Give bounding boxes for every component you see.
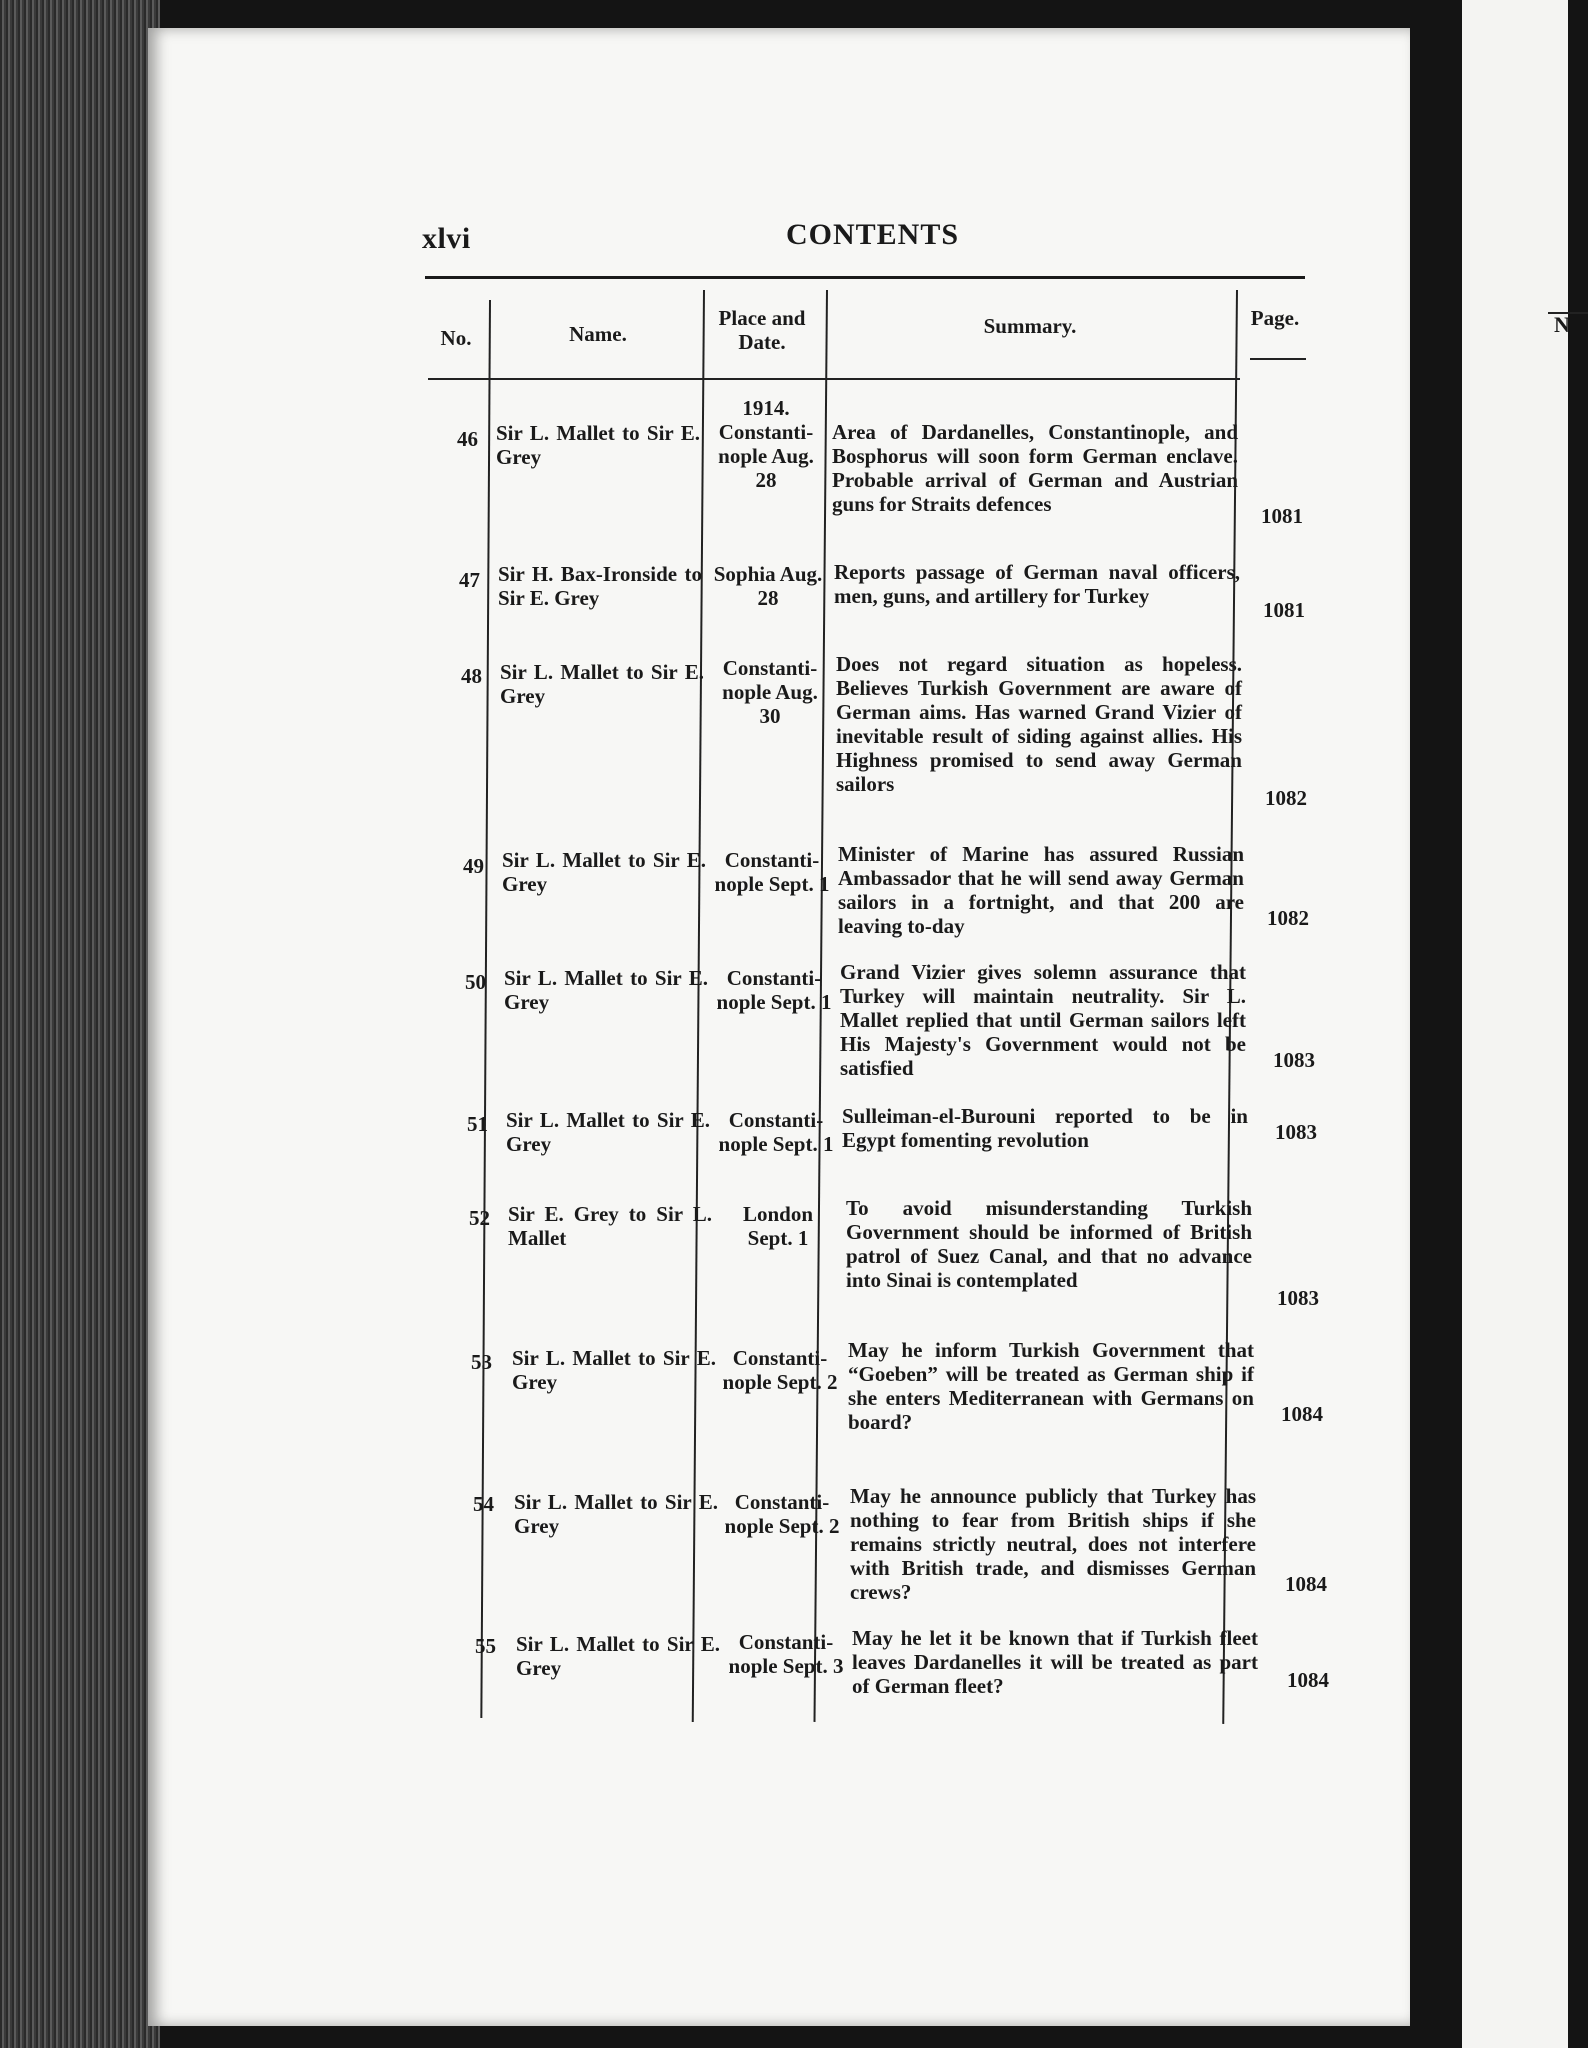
- facing-page-fragment: N: [1554, 312, 1570, 337]
- entry-page: 1081: [1263, 598, 1305, 622]
- entry-number: 52: [469, 1206, 490, 1230]
- running-head: CONTENTS: [786, 218, 960, 251]
- entry-place-date: London Sept. 1: [742, 1202, 814, 1250]
- entry-summary: May he let it be known that if Turkish fleet leaves Dardanelles it will be treated as part of German fleet?: [852, 1626, 1258, 1698]
- entry-page: 1084: [1285, 1572, 1327, 1596]
- header-bottom-rule: [428, 378, 1240, 380]
- entry-page: 1083: [1277, 1286, 1319, 1310]
- entry-name: Sir E. Grey to Sir L. Mallet: [508, 1202, 712, 1250]
- entry-summary: May he announce publicly that Turkey has nothing to fear from British ships if she remains strictly neutral, does not interfere with British trade, and dismisses German crews?: [850, 1484, 1256, 1604]
- entry-number: 54: [473, 1492, 494, 1516]
- entry-number: 51: [467, 1112, 488, 1136]
- entry-page: 1082: [1265, 786, 1307, 810]
- entry-place-date: Sophia Aug. 28: [713, 562, 823, 610]
- column-head-no: No.: [440, 326, 472, 350]
- entry-page: 1081: [1261, 504, 1303, 528]
- entry-summary: Grand Vizier gives solemn assurance that Turkey will maintain neutrality. Sir L. Mallet replied that until German sailors left His Majesty's Government would not be satisfied: [840, 960, 1246, 1080]
- entry-name: Sir L. Mallet to Sir E. Grey: [514, 1490, 718, 1538]
- entry-page: 1084: [1281, 1402, 1323, 1426]
- entry-page: 1082: [1267, 906, 1309, 930]
- facing-page: [1462, 0, 1568, 2048]
- header-bottom-rule-page: [1250, 358, 1306, 360]
- entry-number: 50: [465, 970, 486, 994]
- entry-page: 1083: [1275, 1120, 1317, 1144]
- entry-name: Sir L. Mallet to Sir E. Grey: [506, 1108, 710, 1156]
- entry-name: Sir L. Mallet to Sir E. Grey: [496, 421, 700, 469]
- column-head-summary: Summary.: [983, 314, 1077, 338]
- entry-name: Sir L. Mallet to Sir E. Grey: [512, 1346, 716, 1394]
- page-folio: xlvi: [422, 222, 471, 255]
- entry-summary: Reports passage of German naval officers, men, guns, and artillery for Turkey: [834, 560, 1240, 608]
- entry-place-date: Constanti-nople Sept. 1: [714, 848, 830, 896]
- entry-page: 1084: [1287, 1668, 1329, 1692]
- entry-name: Sir L. Mallet to Sir E. Grey: [516, 1632, 720, 1680]
- entry-number: 49: [463, 854, 484, 878]
- entry-summary: Area of Dardanelles, Constantinople, and Bosphorus will soon form German enclave. Probable arrival of German and Austrian guns for Straits defences: [832, 420, 1238, 516]
- entry-place-date: Constanti-nople Aug. 28: [718, 420, 814, 492]
- entry-number: 48: [461, 664, 482, 688]
- entry-name: Sir L. Mallet to Sir E. Grey: [500, 660, 704, 708]
- entry-place-date: Constanti-nople Sept. 1: [718, 1108, 834, 1156]
- column-head-name: Name.: [569, 322, 627, 346]
- entry-place-date: Constanti-nople Sept. 2: [722, 1346, 838, 1394]
- entry-place-date: Constanti-nople Aug. 30: [722, 656, 818, 728]
- book-page-edges: [0, 0, 160, 2048]
- entry-summary: Minister of Marine has assured Russian Ambassador that he will send away German sailors in a fortnight, and that 200 are leaving to-day: [838, 842, 1244, 938]
- entry-number: 55: [475, 1634, 496, 1658]
- entry-place-date: Constanti-nople Sept. 1: [716, 966, 832, 1014]
- entry-number: 47: [459, 568, 480, 592]
- entry-summary: May he inform Turkish Government that “Goeben” will be treated as German ship if she enters Mediterranean with Germans on board?: [848, 1338, 1254, 1434]
- entry-number: 46: [457, 427, 478, 451]
- entry-place-date: Constanti-nople Sept. 3: [728, 1630, 844, 1678]
- entry-place-date: Constanti-nople Sept. 2: [724, 1490, 840, 1538]
- column-head-place: Place and Date.: [718, 306, 806, 354]
- entry-name: Sir L. Mallet to Sir E. Grey: [502, 848, 706, 896]
- entry-summary: Sulleiman-el-Burouni reported to be in Egypt fomenting revolution: [842, 1104, 1248, 1152]
- column-head-page: Page.: [1250, 306, 1300, 330]
- entry-summary: Does not regard situation as hopeless. Believes Turkish Government are aware of German aims. Has warned Grand Vizier of inevitable result of siding against allies. His Highness promised to send away German sailors: [836, 652, 1242, 796]
- header-rule: [425, 276, 1305, 279]
- entry-name: Sir H. Bax-Ironside to Sir E. Grey: [498, 562, 702, 610]
- entry-page: 1083: [1273, 1048, 1315, 1072]
- entry-summary: To avoid misunderstanding Turkish Government should be informed of British patrol of Suez Canal, and that no advance into Sinai is contemplated: [846, 1196, 1252, 1292]
- entry-number: 53: [471, 1350, 492, 1374]
- year-label: 1914.: [742, 396, 790, 420]
- entry-name: Sir L. Mallet to Sir E. Grey: [504, 966, 708, 1014]
